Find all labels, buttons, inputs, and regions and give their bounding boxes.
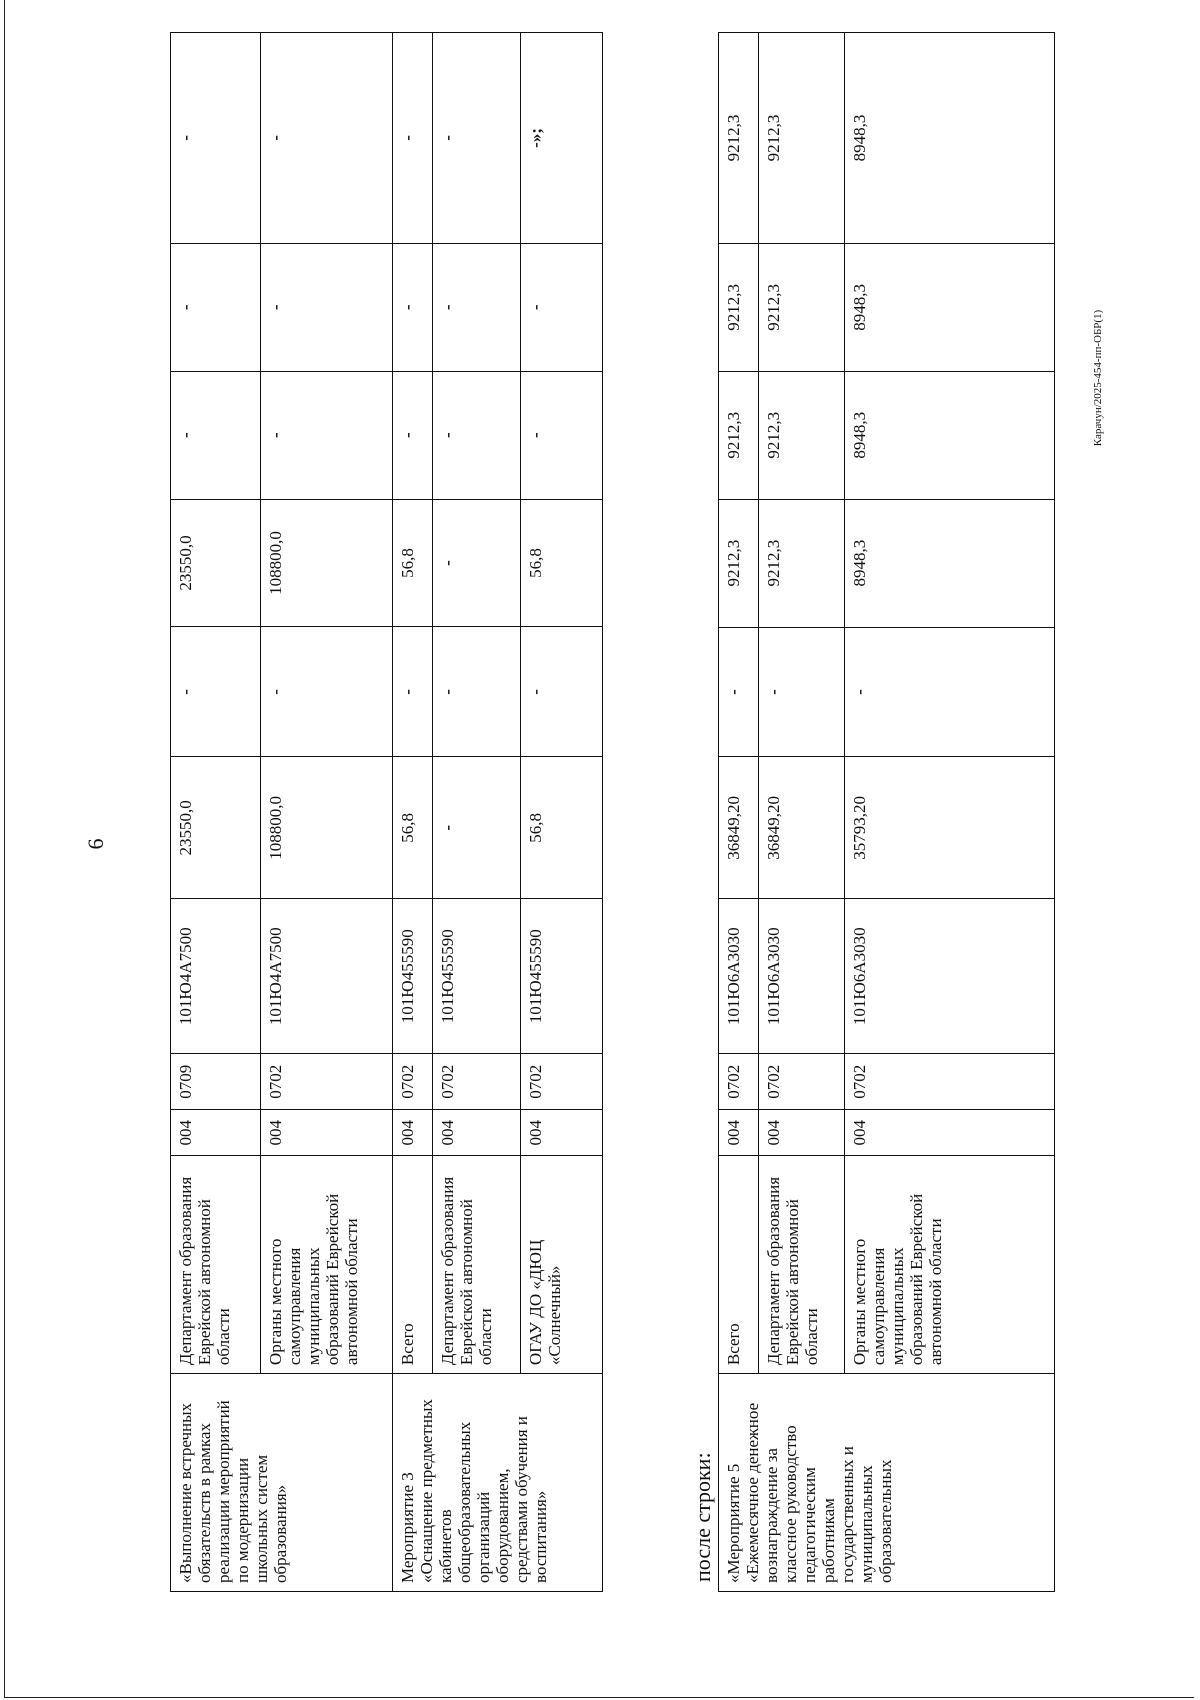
year-3-cell: - xyxy=(393,371,433,499)
budget-table-top xyxy=(170,32,603,1592)
target-article-cell: 101Ю455590 xyxy=(521,899,603,1054)
year-4-cell: - xyxy=(433,243,521,371)
year-4-cell: 8948,3 xyxy=(845,243,1055,371)
table-row xyxy=(719,33,759,1592)
target-article-cell: 101Ю6А3030 xyxy=(845,899,1055,1054)
year-5-cell: 9212,3 xyxy=(719,33,759,244)
grbs-code-cell: 004 xyxy=(845,1110,1055,1156)
executor-cell: Органы местного самоуправления муниципальных образований Еврейской автономной области xyxy=(845,1156,1055,1374)
executor-cell: Всего xyxy=(719,1156,759,1374)
table-row xyxy=(521,33,603,1592)
grbs-code-cell: 004 xyxy=(521,1110,603,1156)
grbs-code-cell: 004 xyxy=(393,1110,433,1156)
target-article-cell: 101Ю455590 xyxy=(433,899,521,1054)
year-4-cell: 9212,3 xyxy=(759,243,845,371)
year-3-cell: - xyxy=(521,371,603,499)
year-3-cell: - xyxy=(261,371,393,499)
target-article-cell: 101Ю6А3030 xyxy=(719,899,759,1054)
activity-name-cell: «Мероприятие 5 «Ежемесячное денежное вознаграждение за классное руководство педагогическим работникам государственных и муниципальных образовательных xyxy=(719,1374,1055,1592)
year-1-cell: - xyxy=(261,627,393,757)
year-5-cell: -»; xyxy=(521,33,603,244)
budget-table-bottom xyxy=(718,32,1055,1592)
year-4-cell: - xyxy=(393,243,433,371)
rotated-sheet xyxy=(170,32,1040,1592)
year-5-cell: - xyxy=(433,33,521,244)
year-3-cell: 8948,3 xyxy=(845,371,1055,499)
year-5-cell: 9212,3 xyxy=(759,33,845,244)
year-4-cell: 9212,3 xyxy=(719,243,759,371)
year-5-cell: - xyxy=(171,33,261,244)
year-2-cell: 108800,0 xyxy=(261,499,393,627)
executor-cell: ОГАУ ДО «ДЮЦ «Солнечный» xyxy=(521,1156,603,1374)
year-1-cell: - xyxy=(393,627,433,757)
year-4-cell: - xyxy=(171,243,261,371)
target-article-cell: 101Ю4А7500 xyxy=(261,899,393,1054)
year-2-cell: 56,8 xyxy=(521,499,603,627)
table-row xyxy=(759,33,845,1592)
table-row xyxy=(261,33,393,1592)
year-2-cell: - xyxy=(433,499,521,627)
target-article-cell: 101Ю6А3030 xyxy=(759,899,845,1054)
section-code-cell: 0709 xyxy=(171,1054,261,1110)
grbs-code-cell: 004 xyxy=(759,1110,845,1156)
page-number: 6 xyxy=(83,838,108,850)
total-amount-cell: 23550,0 xyxy=(171,757,261,899)
section-code-cell: 0702 xyxy=(261,1054,393,1110)
section-code-cell: 0702 xyxy=(845,1054,1055,1110)
section-code-cell: 0702 xyxy=(759,1054,845,1110)
total-amount-cell: 36849,20 xyxy=(719,757,759,899)
year-5-cell: - xyxy=(393,33,433,244)
document-code: Карачун/2025-454-пп-ОБР(1) xyxy=(1092,309,1104,447)
year-1-cell: - xyxy=(433,627,521,757)
year-3-cell: 9212,3 xyxy=(719,371,759,499)
total-amount-cell: 56,8 xyxy=(393,757,433,899)
table-row xyxy=(433,33,521,1592)
grbs-code-cell: 004 xyxy=(261,1110,393,1156)
year-2-cell: 23550,0 xyxy=(171,499,261,627)
executor-cell: Департамент образования Еврейской автономной области xyxy=(171,1156,261,1374)
section-caption: после строки: xyxy=(690,1452,715,1582)
year-2-cell: 56,8 xyxy=(393,499,433,627)
activity-name-cell: Мероприятие 3 «Оснащение предметных кабинетов общеобразовательных организаций оборудованием, средствами обучения и воспитания» xyxy=(393,1374,603,1592)
year-5-cell: - xyxy=(261,33,393,244)
year-2-cell: 9212,3 xyxy=(719,499,759,627)
year-5-cell: 8948,3 xyxy=(845,33,1055,244)
table-row xyxy=(393,33,433,1592)
year-3-cell: - xyxy=(433,371,521,499)
executor-cell: Департамент образования Еврейской автономной области xyxy=(433,1156,521,1374)
year-4-cell: - xyxy=(261,243,393,371)
executor-cell: Органы местного самоуправления муниципальных образований Еврейской автономной области xyxy=(261,1156,393,1374)
section-code-cell: 0702 xyxy=(521,1054,603,1110)
section-code-cell: 0702 xyxy=(433,1054,521,1110)
total-amount-cell: - xyxy=(433,757,521,899)
year-1-cell: - xyxy=(719,627,759,757)
table-row xyxy=(845,33,1055,1592)
table-row xyxy=(171,33,261,1592)
year-1-cell: - xyxy=(845,627,1055,757)
activity-name-cell: «Выполнение встречных обязательств в рамках реализации мероприятий по модернизации школьных систем образования» xyxy=(171,1374,393,1592)
year-3-cell: 9212,3 xyxy=(759,371,845,499)
executor-cell: Всего xyxy=(393,1156,433,1374)
year-1-cell: - xyxy=(521,627,603,757)
total-amount-cell: 35793,20 xyxy=(845,757,1055,899)
grbs-code-cell: 004 xyxy=(719,1110,759,1156)
grbs-code-cell: 004 xyxy=(171,1110,261,1156)
total-amount-cell: 36849,20 xyxy=(759,757,845,899)
year-3-cell: - xyxy=(171,371,261,499)
year-4-cell: - xyxy=(521,243,603,371)
total-amount-cell: 108800,0 xyxy=(261,757,393,899)
section-code-cell: 0702 xyxy=(393,1054,433,1110)
total-amount-cell: 56,8 xyxy=(521,757,603,899)
year-1-cell: - xyxy=(759,627,845,757)
target-article-cell: 101Ю455590 xyxy=(393,899,433,1054)
executor-cell: Департамент образования Еврейской автономной области xyxy=(759,1156,845,1374)
year-1-cell: - xyxy=(171,627,261,757)
year-2-cell: 8948,3 xyxy=(845,499,1055,627)
year-2-cell: 9212,3 xyxy=(759,499,845,627)
target-article-cell: 101Ю4А7500 xyxy=(171,899,261,1054)
section-code-cell: 0702 xyxy=(719,1054,759,1110)
grbs-code-cell: 004 xyxy=(433,1110,521,1156)
